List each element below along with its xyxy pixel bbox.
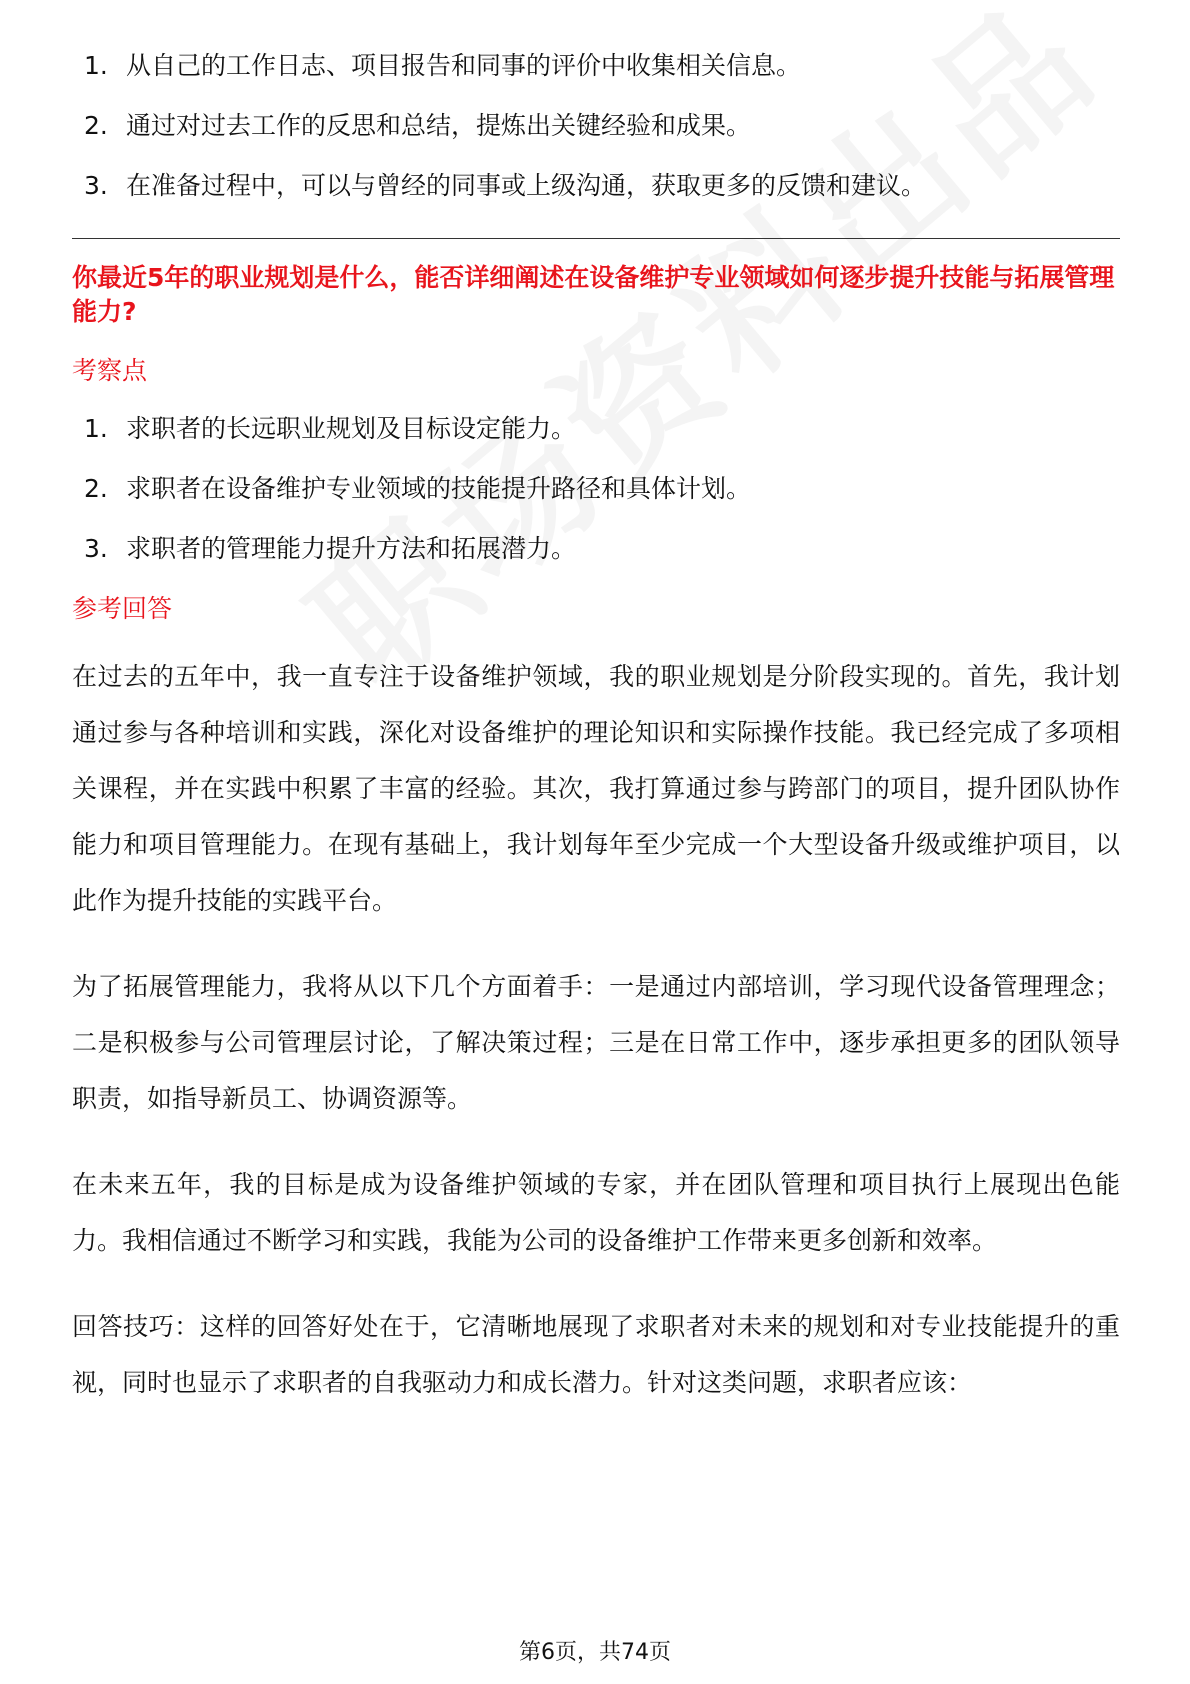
list-text: 求职者的管理能力提升方法和拓展潜力。 — [126, 534, 577, 563]
list-number: 3. — [84, 171, 108, 200]
list-item — [72, 411, 1120, 447]
list-item — [72, 168, 1120, 204]
answer-title: 参考回答 — [72, 594, 173, 623]
list-number: 3. — [84, 534, 108, 563]
list-number: 1. — [84, 414, 108, 443]
assessment-title: 考察点 — [72, 356, 148, 385]
top-list — [72, 48, 1120, 204]
list-text: 从自己的工作日志、项目报告和同事的评价中收集相关信息。 — [126, 51, 802, 80]
list-item — [72, 108, 1120, 144]
answer-paragraph: 为了拓展管理能力，我将从以下几个方面着手：一是通过内部培训，学习现代设备管理理念；二是积极参与公司管理层讨论，了解决策过程；三是在日常工作中，逐步承担更多的团队领导职责，如指导新员工、协调资源等。 — [72, 972, 1120, 1113]
interview-question: 你最近5年的职业规划是什么，能否详细阐述在设备维护专业领域如何逐步提升技能与拓展管理能力? — [72, 263, 1115, 326]
page-content — [72, 48, 1120, 1441]
list-number: 1. — [84, 51, 108, 80]
answer-paragraph: 在过去的五年中，我一直专注于设备维护领域，我的职业规划是分阶段实现的。首先，我计划通过参与各种培训和实践，深化对设备维护的理论知识和实际操作技能。我已经完成了多项相关课程，并在实践中积累了丰富的经验。其次，我打算通过参与跨部门的项目，提升团队协作能力和项目管理能力。在现有基础上，我计划每年至少完成一个大型设备升级或维护项目，以此作为提升技能的实践平台。 — [72, 662, 1120, 915]
assessment-list — [72, 411, 1120, 567]
list-text: 通过对过去工作的反思和总结，提炼出关键经验和成果。 — [126, 111, 752, 140]
list-item — [72, 48, 1120, 84]
list-number: 2. — [84, 111, 108, 140]
list-item — [72, 471, 1120, 507]
list-text: 求职者在设备维护专业领域的技能提升路径和具体计划。 — [126, 474, 752, 503]
list-item — [72, 531, 1120, 567]
answer-tips-paragraph: 回答技巧：这样的回答好处在于，它清晰地展现了求职者对未来的规划和对专业技能提升的重视，同时也显示了求职者的自我驱动力和成长潜力。针对这类问题，求职者应该： — [72, 1312, 1120, 1397]
list-text: 在准备过程中，可以与曾经的同事或上级沟通，获取更多的反馈和建议。 — [126, 171, 927, 200]
section-divider — [72, 238, 1120, 239]
page-number: 第6页，共74页 — [519, 1640, 671, 1665]
answer-paragraph: 在未来五年，我的目标是成为设备维护领域的专家，并在团队管理和项目执行上展现出色能力。我相信通过不断学习和实践，我能为公司的设备维护工作带来更多创新和效率。 — [72, 1170, 1120, 1255]
list-text: 求职者的长远职业规划及目标设定能力。 — [126, 414, 577, 443]
list-number: 2. — [84, 474, 108, 503]
